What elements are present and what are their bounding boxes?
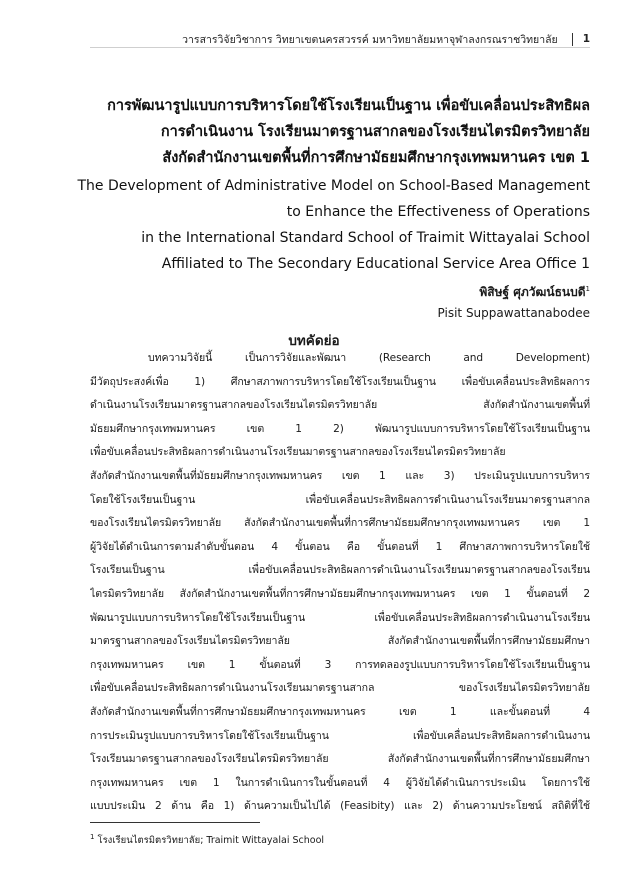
header-separator [572, 33, 573, 46]
running-header [182, 30, 590, 48]
abstract-line: โรงเรียนมาตรฐานสากลของโรงเรียนไตรมิตรวิทยาลัย สังกัดสำนักงานเขตพื้นที่การศึกษามัธยมศึกษา [90, 753, 590, 766]
abstract-line: มาตรฐานสากลของโรงเรียนไตรมิตรวิทยาลัย สังกัดสำนักงานเขตพื้นที่การศึกษามัธยมศึกษา [90, 635, 590, 648]
title-english-line: to Enhance the Effectiveness of Operations [286, 204, 590, 220]
author-name-thai [479, 283, 590, 302]
abstract-line: เพื่อขับเคลื่อนประสิทธิผลการดำเนินงานโรงเรียนมาตรฐานสากล ของโรงเรียนไตรมิตรวิทยาลัย [90, 682, 590, 695]
abstract-line: มีวัตถุประสงค์เพื่อ 1) ศึกษาสภาพการบริหารโดยใช้โรงเรียนเป็นฐาน เพื่อขับเคลื่อนประสิทธิผลการ [90, 375, 590, 388]
title-english [60, 173, 590, 277]
title-english-line: The Development of Administrative Model on School-Based Management [77, 178, 590, 194]
abstract-line: ไตรมิตรวิทยาลัย สังกัดสำนักงานเขตพื้นที่การศึกษามัธยมศึกษากรุงเทพมหานคร เขต 1 ขั้นตอนที่ 2 [90, 587, 590, 600]
title-english-line: Affiliated to The Secondary Educational Service Area Office 1 [161, 256, 590, 272]
title-thai-line: การดำเนินงาน โรงเรียนมาตรฐานสากลของโรงเรียนไตรมิตรวิทยาลัย [160, 124, 590, 140]
page-number: 1 [582, 33, 590, 45]
abstract-line: โดยใช้โรงเรียนเป็นฐาน เพื่อขับเคลื่อนประสิทธิผลการดำเนินงานโรงเรียนมาตรฐานสากล [90, 493, 590, 506]
abstract-line: สังกัดสำนักงานเขตพื้นที่มัธยมศึกษากรุงเทพมหานคร เขต 1 และ 3) ประเมินรูปแบบการบริหาร [90, 469, 590, 482]
title-thai-line: การพัฒนารูปแบบการบริหารโดยใช้โรงเรียนเป็นฐาน เพื่อขับเคลื่อนประสิทธิผล [107, 98, 590, 114]
abstract-line: พัฒนารูปแบบการบริหารโดยใช้โรงเรียนเป็นฐาน เพื่อขับเคลื่อนประสิทธิผลการดำเนินงานโรงเรียน [90, 611, 590, 624]
abstract-line: กรุงเทพมหานคร เขต 1 ขั้นตอนที่ 3 การทดลองรูปแบบการบริหารโดยใช้โรงเรียนเป็นฐาน [90, 658, 590, 671]
abstract-line: กรุงเทพมหานคร เขต 1 ในการดำเนินการในขั้นตอนที่ 4 ผู้วิจัยได้ดำเนินการประเมิน โดยการใช้ [90, 776, 590, 789]
abstract-line: บทความวิจัยนี้ เป็นการวิจัยและพัฒนา (Research and Development) [148, 352, 590, 364]
journal-name: วารสารวิจัยวิชาการ วิทยาเขตนครสวรรค์ มหาวิทยาลัยมหาจุฬาลงกรณราชวิทยาลัย [182, 33, 558, 46]
abstract-line: โรงเรียนเป็นฐาน เพื่อขับเคลื่อนประสิทธิผลการดำเนินงานโรงเรียนมาตรฐานสากลของโรงเรียน [90, 564, 590, 577]
abstract-line: การประเมินรูปแบบการบริหารโดยใช้โรงเรียนเป็นฐาน เพื่อขับเคลื่อนประสิทธิผลการดำเนินงาน [90, 729, 590, 742]
abstract-line: ของโรงเรียนไตรมิตรวิทยาลัย สังกัดสำนักงานเขตพื้นที่การศึกษามัธยมศึกษากรุงเทพมหานคร เขต 1 [90, 517, 590, 530]
abstract-line: มัธยมศึกษากรุงเทพมหานคร เขต 1 2) พัฒนารูปแบบการบริหารโดยใช้โรงเรียนเป็นฐาน [90, 422, 590, 435]
footnote [90, 833, 324, 848]
abstract-line: สังกัดสำนักงานเขตพื้นที่การศึกษามัธยมศึกษากรุงเทพมหานคร เขต 1 และขั้นตอนที่ 4 [90, 705, 590, 718]
author-name-english: Pisit Suppawattanabodee [437, 306, 590, 320]
title-thai [90, 93, 590, 171]
abstract-line: ดำเนินงานโรงเรียนมาตรฐานสากลของโรงเรียนไตรมิตรวิทยาลัย สังกัดสำนักงานเขตพื้นที่ [90, 399, 590, 412]
abstract-body [90, 347, 590, 819]
title-thai-line: สังกัดสำนักงานเขตพื้นที่การศึกษามัธยมศึกษากรุงเทพมหานคร เขต 1 [162, 150, 590, 166]
footnote-text: โรงเรียนไตรมิตรวิทยาลัย; Traimit Wittayalai School [97, 835, 325, 847]
author-name-thai-text: พิสิษฐ์ ศุภวัฒน์ธนบดี [479, 285, 586, 299]
abstract-heading: บทคัดย่อ [288, 333, 340, 349]
abstract-line: เพื่อขับเคลื่อนประสิทธิผลการดำเนินงานโรงเรียนมาตรฐานสากลของโรงเรียนไตรมิตรวิทยาลัย [90, 446, 506, 459]
header-rule [90, 47, 590, 48]
abstract-line: แบบประเมิน 2 ด้าน คือ 1) ด้านความเป็นไปได้ (Feasibity) และ 2) ด้านความประโยชน์ สถิติที่ใช้ [90, 800, 590, 813]
abstract-line: ผู้วิจัยได้ดำเนินการตามลำดับขั้นตอน 4 ขั้นตอน คือ ขั้นตอนที่ 1 ศึกษาสภาพการบริหารโดยใช้ [90, 540, 590, 553]
footnote-rule [90, 822, 260, 823]
author-footnote-mark: 1 [585, 285, 590, 293]
footnote-mark: 1 [90, 833, 95, 841]
title-english-line: in the International Standard School of Traimit Wittayalai School [141, 230, 590, 246]
